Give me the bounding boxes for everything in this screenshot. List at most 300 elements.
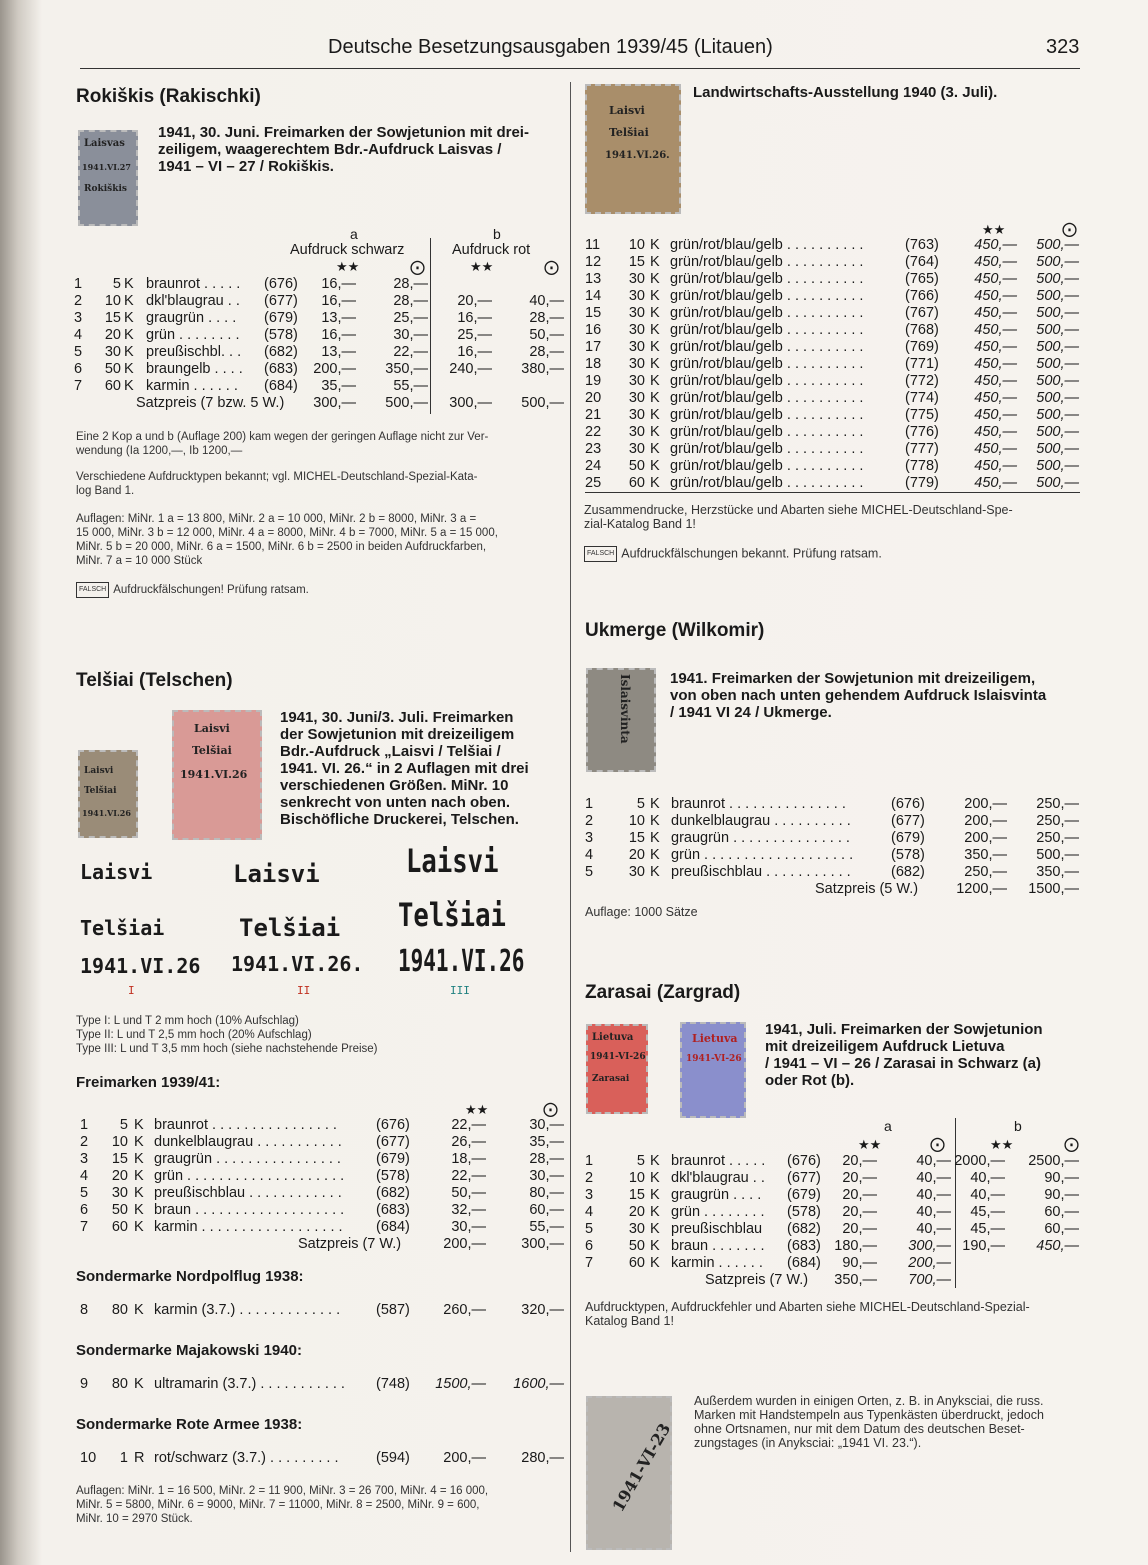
cell: (594) (376, 1450, 410, 1466)
zar-extra-note: Außerdem wurden in einigen Orten, z. B. in Anyksciai, die russ. Marken mit Handstempeln aus Typenkästen überdruckt, jedoch ohne Ortsnamen, nur mit dem Datum des deutschen Beset- zungstages (in Anyksciai: „1941 VI. 23.“). (694, 1394, 1044, 1450)
cell: 450,— (974, 390, 1017, 406)
section-title-rokiskis: Rokiškis (Rakischki) (76, 86, 261, 107)
cell: 3 (585, 830, 594, 846)
cell: grün . . . . . . . . . . . . . . . . . . . . (154, 1168, 345, 1184)
cell: 15 (585, 305, 602, 321)
cell: 30 (628, 288, 645, 304)
cell: 15 (111, 1151, 128, 1167)
cell: dunkelblaugrau . . . . . . . . . . . (154, 1134, 342, 1150)
cell: 10 (628, 237, 645, 253)
cell: 13,— (321, 344, 356, 360)
falsch-icon: FALSCH (76, 582, 109, 598)
cell: 15 (628, 254, 645, 270)
cell: 500,— (1036, 254, 1079, 270)
cell: K (650, 847, 660, 863)
cell: preußischblau . . . . . . . . . . . . (154, 1185, 342, 1201)
table-row (80, 1185, 566, 1202)
cell: 14 (585, 288, 602, 304)
cell: 40,— (970, 1187, 1005, 1203)
cell: 4 (80, 1168, 89, 1184)
cell: 20 (585, 390, 602, 406)
cell: karmin . . . . . . (146, 378, 238, 394)
cell: rot/schwarz (3.7.) . . . . . . . . . (154, 1450, 339, 1466)
cell: karmin (3.7.) . . . . . . . . . . . . . (154, 1302, 341, 1318)
cell: K (134, 1117, 144, 1133)
type-notes: Type I: L und T 2 mm hoch (10% Aufschlag) Type II: L und T 2,5 mm hoch (20% Aufschlag) Type III: L und T 3,5 mm hoch (siehe nachstehende Preise) (76, 1015, 378, 1055)
cell: 55,— (529, 1219, 564, 1235)
cell: 40,— (916, 1221, 951, 1237)
cell: 40,— (970, 1170, 1005, 1186)
cell: 90,— (842, 1255, 877, 1271)
cell: Satzpreis (7 W.) (298, 1236, 402, 1252)
cell: (676) (376, 1117, 410, 1133)
rok-note-1: Eine 2 Kop a und b (Auflage 200) kam wegen der geringen Auflage nicht zur Ver- wendung (Ia 1200,—, Ib 1200,— (76, 431, 489, 457)
cell: 3 (80, 1151, 89, 1167)
cell: 60 (628, 1255, 645, 1271)
cell: 450,— (974, 305, 1017, 321)
freimarken-title: Freimarken 1939/41: (76, 1074, 221, 1091)
cell: 350,— (834, 1272, 877, 1288)
cell: 30 (628, 373, 645, 389)
cell: 1 (585, 1153, 594, 1169)
cell: K (650, 373, 660, 389)
cell: 250,— (1036, 830, 1079, 846)
cell: 16,— (457, 344, 492, 360)
cell: 350,— (964, 847, 1007, 863)
cell: braunrot . . . . . (146, 276, 241, 292)
cell: 20 (111, 1168, 128, 1184)
cell: 25 (585, 475, 602, 491)
cell: 20,— (842, 1187, 877, 1203)
cell: 450,— (974, 407, 1017, 423)
satzpreis-row (585, 881, 1081, 898)
cell: 500,— (1036, 305, 1079, 321)
lw-note: Zusammendrucke, Herzstücke und Abarten siehe MICHEL-Deutschland-Spe- zial-Katalog Band 1! (584, 503, 1013, 531)
column-divider (570, 82, 571, 1552)
stamp-image-rokiskis: Laisvas 1941.VI.27 Rokiškis (78, 130, 138, 226)
cell: K (134, 1168, 144, 1184)
cell: 450,— (974, 288, 1017, 304)
cell: 500,— (1036, 390, 1079, 406)
table-row (585, 864, 1081, 881)
table-row (585, 830, 1081, 847)
cell: 28,— (529, 310, 564, 326)
section-title-ukmerge: Ukmerge (Wilkomir) (585, 620, 765, 641)
cell: 1 (119, 1450, 128, 1466)
cell: 200,— (313, 361, 356, 377)
cell: 32,— (451, 1202, 486, 1218)
section-title-zarasai: Zarasai (Zargrad) (585, 982, 741, 1003)
cell: preußischblau . . . . . . . . . . . (671, 864, 851, 880)
cell: 6 (585, 1238, 594, 1254)
cell: 28,— (393, 293, 428, 309)
rok-falsch-note: FALSCH Aufdruckfälschungen! Prüfung ratsam. (76, 582, 309, 598)
cell: 30 (628, 1221, 645, 1237)
cell: K (650, 796, 660, 812)
cell: 20,— (842, 1170, 877, 1186)
cell: grün . . . . . . . . . . . . . . . . . . . (671, 847, 854, 863)
table-row (585, 339, 1081, 356)
cell: (683) (787, 1238, 821, 1254)
cell: K (650, 322, 660, 338)
cell: Satzpreis (7 W.) (705, 1272, 809, 1288)
satzpreis-row (585, 1272, 1081, 1289)
satzpreis-row (80, 1236, 566, 1253)
cell: (776) (905, 424, 939, 440)
cell: 28,— (529, 1151, 564, 1167)
tel-mint: ★★ (465, 1102, 489, 1117)
cell: K (134, 1202, 144, 1218)
cell: 300,— (449, 395, 492, 411)
cell: 16,— (321, 276, 356, 292)
cell: 200,— (964, 796, 1007, 812)
cell: K (134, 1185, 144, 1201)
cell: (677) (787, 1170, 821, 1186)
cell: K (650, 1221, 660, 1237)
cell: 450,— (1036, 1238, 1079, 1254)
cell: (587) (376, 1302, 410, 1318)
cell: 30 (111, 1185, 128, 1201)
cell: 22 (585, 424, 602, 440)
cell: 320,— (521, 1302, 564, 1318)
cell: 500,— (1036, 847, 1079, 863)
table-row (74, 327, 564, 344)
table-row (585, 1153, 1081, 1170)
cell: K (650, 813, 660, 829)
cell: dunkelblaugrau . . . . . . . . . . (671, 813, 851, 829)
cell: grün/rot/blau/gelb . . . . . . . . . . (670, 475, 864, 491)
cell: 10 (104, 293, 121, 309)
uk-auflage: Auflage: 1000 Sätze (585, 905, 698, 919)
cell: 15 (628, 1187, 645, 1203)
cell: 12 (585, 254, 602, 270)
cell: 55,— (393, 378, 428, 394)
cell: 4 (585, 847, 594, 863)
cell: 22,— (393, 344, 428, 360)
header-rule (80, 68, 1080, 69)
cell: 1 (80, 1117, 89, 1133)
cell: braunrot . . . . . . . . . . . . . . . . (154, 1117, 337, 1133)
table-row (74, 310, 564, 327)
cell: (772) (905, 373, 939, 389)
cell: 500,— (1036, 441, 1079, 457)
cell: (684) (376, 1219, 410, 1235)
cell: 13,— (321, 310, 356, 326)
rok-used-b: ⨀ (544, 259, 559, 276)
cell: 25,— (393, 310, 428, 326)
cell: K (650, 1170, 660, 1186)
cell: 10 (628, 813, 645, 829)
cell: 50 (104, 361, 121, 377)
cell: K (124, 327, 134, 343)
cell: 500,— (1036, 271, 1079, 287)
cell: K (124, 276, 134, 292)
cell: 16 (585, 322, 602, 338)
telsiai-intro: 1941, 30. Juni/3. Juli. Freimarken der Sowjetunion mit dreizeiligem Bdr.-Aufdruck „Laisvi / Telšiai / 1941. VI. 26.“ in 2 Auflagen mit drei verschiedenen Größen. MiNr. 10 senkrecht von unten nach oben. Bischöfliche Druckerei, Telschen. (280, 709, 529, 828)
table-row (80, 1302, 566, 1319)
lw-falsch-note: FALSCH Aufdruckfälschungen bekannt. Prüfung ratsam. (584, 546, 882, 562)
cell: 280,— (521, 1450, 564, 1466)
cell: graugrün . . . . . . . . . . . . . . . (671, 830, 850, 846)
table-row (585, 407, 1081, 424)
cell: graugrün . . . . (671, 1187, 762, 1203)
table-row (80, 1450, 566, 1467)
cell: 5 (585, 864, 594, 880)
cell: 450,— (974, 441, 1017, 457)
cell: (679) (891, 830, 925, 846)
cell: 500,— (1036, 322, 1079, 338)
cell: 80 (111, 1302, 128, 1318)
cell: 30,— (451, 1219, 486, 1235)
zar-mint-a: ★★ (858, 1137, 882, 1152)
stamp-image-landwirtschaft: Laisvi Telšiai 1941.VI.26. (585, 84, 681, 214)
cell: K (650, 237, 660, 253)
cell: 21 (585, 407, 602, 423)
cell: Satzpreis (5 W.) (815, 881, 919, 897)
table-row (74, 378, 564, 395)
cell: K (134, 1134, 144, 1150)
cell: 200,— (964, 830, 1007, 846)
cell: 60,— (529, 1202, 564, 1218)
cell: (766) (905, 288, 939, 304)
table-row (585, 847, 1081, 864)
table-row (74, 276, 564, 293)
cell: 24 (585, 458, 602, 474)
cell: 30 (628, 356, 645, 372)
cell: (777) (905, 441, 939, 457)
cell: 5 (636, 796, 645, 812)
cell: 30 (628, 271, 645, 287)
cell: braunrot . . . . . . . . . . . . . . . (671, 796, 846, 812)
tel-auflagen: Auflagen: MiNr. 1 = 16 500, MiNr. 2 = 11 900, MiNr. 3 = 26 700, MiNr. 4 = 16 000, MiNr. 5 = 5800, MiNr. 6 = 9000, MiNr. 7 = 11000, MiNr. 8 = 2500, MiNr. 9 = 600, MiNr. 10 = 2970 Stück. (76, 1485, 489, 1525)
cell: 500,— (1036, 288, 1079, 304)
table-row (585, 254, 1081, 271)
table-row (585, 475, 1081, 492)
cell: K (124, 344, 134, 360)
cell: 3 (585, 1187, 594, 1203)
cell: 200,— (908, 1255, 951, 1271)
cell: (677) (891, 813, 925, 829)
cell: (774) (905, 390, 939, 406)
cell: (676) (787, 1153, 821, 1169)
table-row (80, 1202, 566, 1219)
cell: K (650, 424, 660, 440)
cell: 500,— (1036, 407, 1079, 423)
zar-note: Aufdrucktypen, Aufdruckfehler und Abarten siehe MICHEL-Deutschland-Spezial- Katalog Band 1! (585, 1300, 1030, 1328)
cell: 6 (74, 361, 83, 377)
cell: 500,— (1036, 424, 1079, 440)
cell: (768) (905, 322, 939, 338)
cell: K (650, 458, 660, 474)
landwirt-title: Landwirtschafts-Ausstellung 1940 (3. Juli). (693, 84, 998, 101)
cell: K (650, 271, 660, 287)
cell: K (650, 1255, 660, 1271)
cell: (677) (264, 293, 298, 309)
cell: 20 (628, 847, 645, 863)
cell: braun . . . . . . . . . . . . . . . . . . . (154, 1202, 345, 1218)
cell: K (124, 361, 134, 377)
cell: 380,— (521, 361, 564, 377)
cell: 250,— (964, 864, 1007, 880)
cell: 450,— (974, 424, 1017, 440)
cell: (775) (905, 407, 939, 423)
cell: grün/rot/blau/gelb . . . . . . . . . . (670, 458, 864, 474)
cell: R (134, 1450, 145, 1466)
cell: grün/rot/blau/gelb . . . . . . . . . . (670, 356, 864, 372)
cell: 20,— (842, 1221, 877, 1237)
cell: (765) (905, 271, 939, 287)
cell: K (134, 1376, 144, 1392)
cell: 2 (585, 1170, 594, 1186)
ukmerge-intro: 1941. Freimarken der Sowjetunion mit dreizeiligem, von oben nach unten gehendem Aufdruck Islaisvinta / 1941 VI 24 / Ukmerge. (670, 670, 1047, 721)
table-row (585, 1221, 1081, 1238)
cell: grün/rot/blau/gelb . . . . . . . . . . (670, 322, 864, 338)
table-row (585, 1238, 1081, 1255)
cell: 500,— (385, 395, 428, 411)
cell: 450,— (974, 475, 1017, 491)
cell: ultramarin (3.7.) . . . . . . . . . . . (154, 1376, 345, 1392)
cell: 16,— (457, 310, 492, 326)
cell: grün/rot/blau/gelb . . . . . . . . . . (670, 339, 864, 355)
table-row (585, 441, 1081, 458)
cell: 6 (80, 1202, 89, 1218)
cell: grün/rot/blau/gelb . . . . . . . . . . (670, 373, 864, 389)
cell: 22,— (451, 1168, 486, 1184)
cell: 190,— (962, 1238, 1005, 1254)
cell: K (650, 390, 660, 406)
table-row (585, 424, 1081, 441)
rok-note-2: Verschiedene Aufdrucktypen bekannt; vgl. MICHEL-Deutschland-Spezial-Kata- log Band 1. (76, 471, 478, 497)
cell: 500,— (1036, 339, 1079, 355)
cell: 80 (111, 1376, 128, 1392)
cell: 500,— (1036, 373, 1079, 389)
sondermarke-title: Sondermarke Rote Armee 1938: (76, 1416, 303, 1433)
cell: 10 (628, 1170, 645, 1186)
cell: K (650, 1238, 660, 1254)
stamp-image-zarasai-a: Lietuva 1941-VI-26 Zarasai (586, 1024, 648, 1114)
cell: K (650, 254, 660, 270)
cell: 60,— (1044, 1221, 1079, 1237)
cell: K (650, 1153, 660, 1169)
cell: (779) (905, 475, 939, 491)
cell: K (124, 293, 134, 309)
rok-col-b-label: Aufdruck rot (452, 242, 531, 258)
cell: 60 (111, 1219, 128, 1235)
cell: 30 (628, 407, 645, 423)
cell: 10 (80, 1450, 97, 1466)
stamp-image-zarasai-b: Lietuva 1941-VI-26 (680, 1022, 746, 1118)
lw-mint: ★★ (982, 222, 1006, 237)
table-row (74, 361, 564, 378)
cell: 17 (585, 339, 602, 355)
cell: 19 (585, 373, 602, 389)
table-row (585, 458, 1081, 475)
cell: 40,— (916, 1153, 951, 1169)
cell: 30 (628, 424, 645, 440)
cell: K (650, 305, 660, 321)
cell: 2 (80, 1134, 89, 1150)
cell: (679) (376, 1151, 410, 1167)
rok-mint-a: ★★ (336, 259, 360, 274)
cell: (682) (264, 344, 298, 360)
cell: 8 (80, 1302, 89, 1318)
cell: K (650, 407, 660, 423)
cell: grün/rot/blau/gelb . . . . . . . . . . (670, 441, 864, 457)
cell: 300,— (313, 395, 356, 411)
cell: 260,— (443, 1302, 486, 1318)
cell: 25,— (457, 327, 492, 343)
cell: grün/rot/blau/gelb . . . . . . . . . . (670, 305, 864, 321)
cell: (771) (905, 356, 939, 372)
cell: 16,— (321, 327, 356, 343)
rok-col-a: a (350, 226, 358, 242)
cell: braun . . . . . . . (671, 1238, 765, 1254)
cell: 35,— (321, 378, 356, 394)
cell: K (134, 1151, 144, 1167)
cell: 26,— (451, 1134, 486, 1150)
cell: 240,— (449, 361, 492, 377)
cell: 450,— (974, 254, 1017, 270)
table-row (80, 1376, 566, 1393)
cell: 5 (112, 276, 121, 292)
cell: grün/rot/blau/gelb . . . . . . . . . . (670, 237, 864, 253)
cell: braunrot . . . . . (671, 1153, 766, 1169)
cell: 7 (80, 1219, 89, 1235)
table-row (585, 1255, 1081, 1272)
cell: K (650, 864, 660, 880)
cell: 60,— (1044, 1204, 1079, 1220)
cell: 40,— (916, 1187, 951, 1203)
table-row (585, 390, 1081, 407)
rok-note-auflagen: Auflagen: MiNr. 1 a = 13 800, MiNr. 2 a = 10 000, MiNr. 2 b = 8000, MiNr. 3 a = 15 000, MiNr. 3 b = 12 000, MiNr. 4 a = 8000, MiNr. 4 b = 7000, MiNr. 5 a = 15 000, MiNr. 5 b = 20 000, MiNr. 6 a = 1500, MiNr. 6 b = 2500 in beiden Aufdruckfarben, MiNr. 7 a = 10 000 Stück (76, 513, 498, 567)
cell: 500,— (1036, 237, 1079, 253)
cell: (578) (787, 1204, 821, 1220)
table-row (74, 344, 564, 361)
cell: K (124, 310, 134, 326)
cell: 2500,— (1028, 1153, 1079, 1169)
cell: 10 (111, 1134, 128, 1150)
lw-table-rule (585, 492, 1080, 493)
cell: 2000,— (954, 1153, 1005, 1169)
rok-col-b: b (493, 226, 501, 242)
cell: 30,— (529, 1168, 564, 1184)
cell: (676) (264, 276, 298, 292)
cell: 1500,— (435, 1376, 486, 1392)
cell: 3 (74, 310, 83, 326)
cell: Satzpreis (7 bzw. 5 W.) (136, 395, 285, 411)
cell: 1500,— (1028, 881, 1079, 897)
table-row (585, 796, 1081, 813)
cell: 90,— (1044, 1170, 1079, 1186)
zar-col-b: b (1014, 1118, 1022, 1134)
cell: 30 (628, 864, 645, 880)
table-row (585, 1170, 1081, 1187)
zar-mint-b: ★★ (990, 1137, 1014, 1152)
cell: preußischbl. . . (146, 344, 242, 360)
table-row (585, 373, 1081, 390)
cell: karmin . . . . . . (671, 1255, 763, 1271)
table-row (74, 293, 564, 310)
cell: K (124, 378, 134, 394)
rokiskis-intro: 1941, 30. Juni. Freimarken der Sowjetunion mit drei- zeiligem, waagerechtem Bdr.-Aufdruck Laisvas / 1941 – VI – 27 / Rokiškis. (158, 124, 529, 175)
cell: 35,— (529, 1134, 564, 1150)
cell: 15 (628, 830, 645, 846)
cell: 7 (74, 378, 83, 394)
cell: 80,— (529, 1185, 564, 1201)
cell: (684) (264, 378, 298, 394)
cell: 18,— (451, 1151, 486, 1167)
sondermarke-title: Sondermarke Nordpolflug 1938: (76, 1268, 304, 1285)
